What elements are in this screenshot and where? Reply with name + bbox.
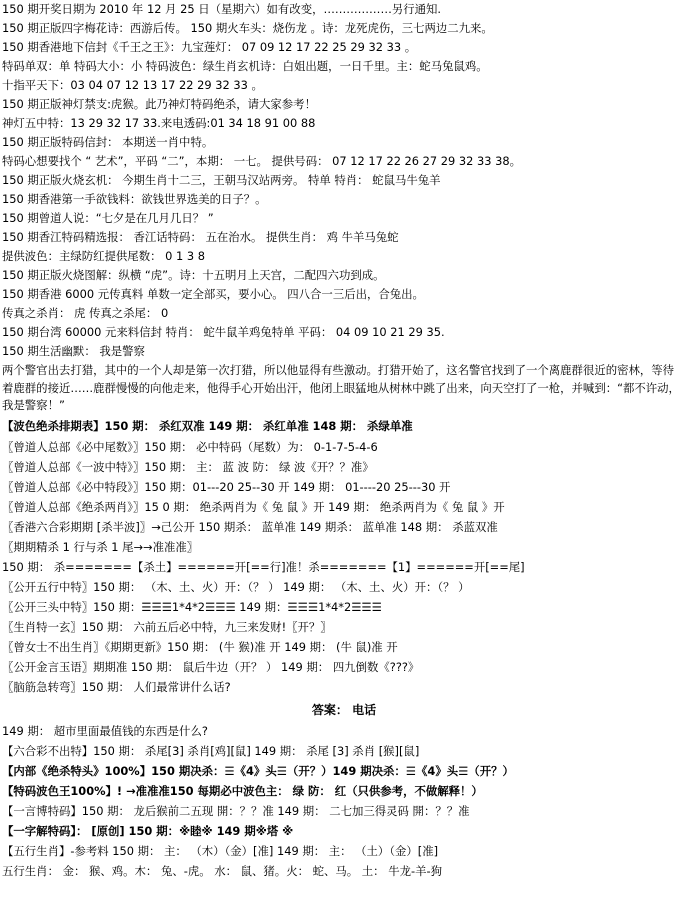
fire-diagram-line: 150 期正版火烧图解：纵横 “虎”。诗：十五明月上天宫，二配四六功到成。 [2, 268, 385, 282]
wave-color-line: 提供波色：主绿防红提供尾数： 0 1 3 8 [2, 249, 205, 263]
humor-title-line: 150 期生活幽默： 我是警察 [2, 344, 145, 358]
issue-date-line: 150 期开奖日期为 2010 年 12 月 25 日（星期六）如有改变，………………另行通知. [2, 2, 442, 16]
special-letter-line: 150 期正版特码信封： 本期送一肖中特。 [2, 135, 214, 149]
zodiac-mystery: 〖生肖特一玄〗150 期： 六前五后必中特，九三来发财!〖开？〗 [2, 620, 332, 634]
art-wish-line: 特码心想要找个 “ 艺术”，平码 “二”，本期： 一七。 提供号码： 07 12 17 22 26 27 29 32 33 38。 [2, 154, 522, 168]
zeng-special-range: 〖曾道人总部《必中特段》〗150 期：01---20 25--30 开 149 期： 01----20 25---30 开 [2, 480, 451, 494]
inside-kill-head: 【内部《绝杀特头》100%】150 期决杀：☰《4》头☰（开？）149 期决杀：☰《4》头☰（开？） [2, 764, 514, 778]
magic-lamp-line: 150 期正版神灯禁支:虎猴。此乃神灯特码绝杀，请大家参考！ [2, 97, 316, 111]
hk-first-hand-line: 150 期香港第一手欲钱料：欲钱世界选美的日子？。 [2, 192, 267, 206]
zeng-one-wave: 〖曾道人总部《一波中特》〗150 期： 主： 蓝 波 防： 绿 波《开？？准》 [2, 460, 374, 474]
wave-color-king: 【特码波色王100%】! →准准准150 每期必中波色主： 绿 防： 红（只供参考，不做解释！） [2, 784, 483, 798]
hk-underground-letter: 150 期香港地下信封《千王之王》：九宝莲灯： 07 09 12 17 22 25 29 32 33 。 [2, 40, 417, 54]
five-elements-zodiac: 【五行生肖】-参考料 150 期： 主： （木）（金）[准] 149 期： 主： （土）（金）[准] [2, 844, 439, 858]
kill-row-tail-line: 150 期： 杀=======【杀土】======开[==行]准！杀=======【1】======开[==尾] [2, 560, 525, 574]
ten-fingers-line: 十指平天下：03 04 07 12 13 17 22 29 32 33 。 [2, 78, 263, 92]
kill-row-tail-title: 〖期期精杀 1 行与杀 1 尾→→准准准〗 [2, 540, 199, 554]
brain-teaser: 〖脑筋急转弯〗150 期： 人们最常讲什么话? [2, 680, 231, 694]
humor-story: 两个警官出去打猎，其中的一个人却是第一次打猎，所以他显得有些激动。打猎开始了，这名警官找到了一个离鹿群很近的密林，等待着鹿群的接近……鹿群慢慢的向他走来，他得手心开始出汗，他闭上眼猛地从树林中跳了出来，向天空打了一枪，并喊到：“都不许动，我是警察！” [2, 363, 680, 412]
three-heads-public: 〖公开三头中特〗150 期：☰☰☰1*4*2☰☰☰ 149 期：☰☰☰1*4*2☰☰☰ [2, 600, 382, 614]
zeng-tail-numbers: 〖曾道人总部《必中尾数》〗150 期： 必中特码（尾数）为： 0-1-7-5-4-6 [2, 440, 378, 454]
fax-kill-line: 传真之杀肖： 虎 传真之杀尾： 0 [2, 306, 169, 320]
one-word-bet: 【一言博特码】150 期： 龙后猴前二五现 開：？？准 149 期： 二七加三得灵码 開：？？准 [2, 804, 470, 818]
hk-6000-fax-line: 150 期香港 6000 元传真料 单数一定全部买，要小心。 四八合一三后出，合兔出。 [2, 287, 424, 301]
five-elements-public: 〖公开五行中特〗150 期： （木、土、火）开：（？ ） 149 期： （木、土、火）开：（？ ） [2, 580, 470, 594]
lotto-no-special: 【六合彩不出特】150 期： 杀尾[3] 杀肖[鸡][鼠] 149 期： 杀尾 [3] 杀肖 [猴][鼠] [2, 744, 420, 758]
xiangjiang-line: 150 期香江特码精选报： 香江话特码： 五在治水。 提供生肖： 鸡 牛羊马兔蛇 [2, 230, 399, 244]
special-code-odd-even: 特码单双：单 特码大小：小 特码波色：绿生肖玄机诗：白姐出题，一日千里。主：蛇马兔鼠鸡。 [2, 59, 488, 73]
fire-mystery-line: 150 期正版火烧玄机： 今期生肖十二三，王朝马汉站两旁。 特单 特肖： 蛇鼠马牛兔羊 [2, 173, 441, 187]
zeng-kill-two: 〖曾道人总部《绝杀两肖》〗15 0 期： 绝杀两肖为《 兔 鼠 》开 149 期： 绝杀两肖为《 兔 鼠 》开 [2, 500, 505, 514]
hk-half-wave-kill: 〖香港六合彩期期 [杀半波]〗→己公开 150 期杀： 蓝单准 149 期杀： 蓝单准 148 期： 杀蓝双准 [2, 520, 498, 534]
magic-lamp-five-line: 神灯五中特：13 29 32 17 33.来电透码:01 34 18 91 00 88 [2, 116, 316, 130]
ms-zeng-no-zodiac: 〖曾女士不出生肖〗《期期更新》150 期： (牛 猴)准 开 149 期： (牛 鼠)准 开 [2, 640, 398, 654]
zeng-says-line: 150 期曾道人说：“七夕是在几月几日？ ” [2, 211, 214, 225]
golden-words: 〖公开金言玉语〗期期准 150 期： 鼠后牛边（开？ ） 149 期： 四九倒数《???》 [2, 660, 420, 674]
plum-poem-line: 150 期正版四字梅花诗：西游后传。 150 期火车头：烧伤龙 。诗：龙死虎伤，三七两边二九来。 [2, 21, 493, 35]
wave-kill-schedule: 【波色绝杀排期表】150 期： 杀红双准 149 期： 杀红单准 148 期： 杀绿单准 [2, 419, 413, 433]
one-char-solve: 【一字解特码】： [原创] 150 期：※睦※ 149 期※塔 ※ [2, 824, 294, 838]
next-teaser: 149 期： 超市里面最值钱的东西是什么? [2, 724, 208, 738]
teaser-answer: 答案： 电话 [311, 703, 377, 717]
five-elements-list: 五行生肖： 金： 猴、鸡。木： 兔、-虎。 水： 鼠、猪。火： 蛇、马。 土： 牛龙-羊-狗 [2, 864, 442, 878]
taiwan-60000-line: 150 期台湾 60000 元来料信封 特肖： 蛇牛鼠羊鸡兔特单 平码： 04 09 10 21 29 35. [2, 325, 445, 339]
